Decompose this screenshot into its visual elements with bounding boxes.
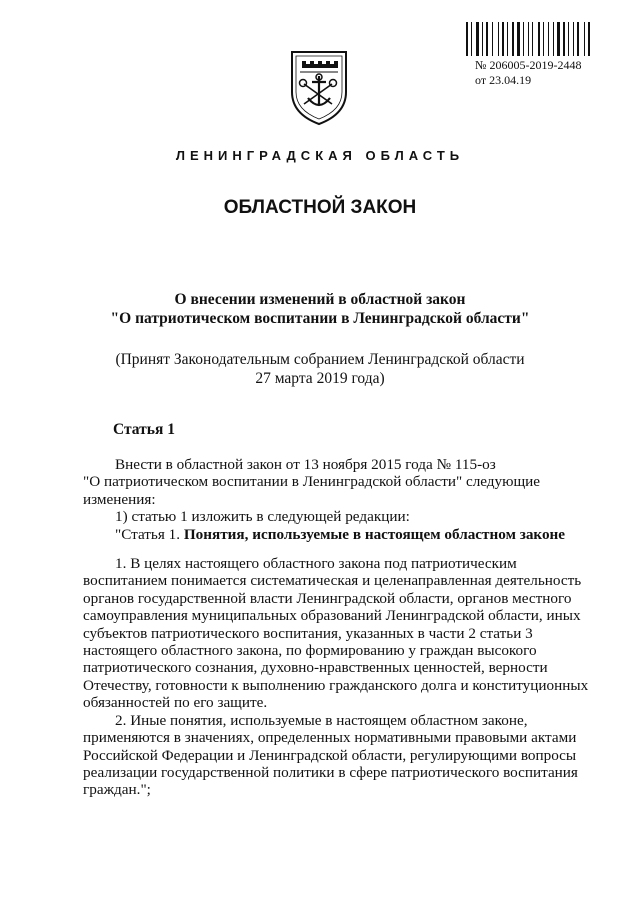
registration-number: № 206005-2019-2448 bbox=[475, 58, 582, 72]
adoption-line-1: (Принят Законодательным собранием Ленинградской области bbox=[115, 351, 525, 368]
p2-line: реализации государственной политики в сфере патриотического воспитания bbox=[83, 763, 578, 781]
law-title-line-2: "О патриотическом воспитании в Ленинградской области" bbox=[110, 310, 530, 327]
barcode-bar bbox=[482, 22, 483, 56]
barcode-bar bbox=[523, 22, 524, 56]
registration-date: от 23.04.19 bbox=[475, 73, 532, 87]
barcode-bar bbox=[476, 22, 479, 56]
p2-line: граждан."; bbox=[83, 781, 151, 799]
intro-line-3: изменения: bbox=[83, 490, 156, 508]
barcode-bar bbox=[548, 22, 549, 56]
p2-line: Российской Федерации и Ленинградской области, регулирующими вопросы bbox=[83, 746, 577, 764]
registration-info bbox=[475, 58, 581, 88]
adoption-line-2: 27 марта 2019 года) bbox=[255, 370, 385, 387]
intro-line-1: Внести в областной закон от 13 ноября 2015 года № 115-оз bbox=[115, 456, 496, 473]
region-name: ЛЕНИНГРАДСКАЯ ОБЛАСТЬ bbox=[175, 148, 465, 163]
document-type: ОБЛАСТНОЙ ЗАКОН bbox=[223, 197, 417, 218]
barcode-bar bbox=[557, 22, 560, 56]
barcode-bar bbox=[573, 22, 574, 56]
barcode-bar bbox=[471, 22, 472, 56]
new-article-title: Понятия, используемые в настоящем областном законе bbox=[183, 525, 566, 543]
barcode-bar bbox=[466, 22, 468, 56]
law-title bbox=[90, 290, 550, 328]
intro-line-2: "О патриотическом воспитании в Ленинградской области" следующие bbox=[83, 473, 541, 491]
barcode-bar bbox=[502, 22, 504, 56]
p1-line: обязанностей по его защите. bbox=[83, 694, 268, 712]
p2-line: применяются в значениях, определенных нормативными правовыми актами bbox=[83, 729, 577, 747]
article-heading: Статья 1 bbox=[113, 421, 175, 438]
barcode-bar bbox=[512, 22, 514, 56]
p1-line: патриотического сознания, духовно-нравственных ценностей, верности bbox=[83, 659, 548, 677]
barcode-bar bbox=[563, 22, 565, 56]
amendment-item-1: 1) статью 1 изложить в следующей редакции: bbox=[115, 508, 410, 526]
barcode-bar bbox=[543, 22, 544, 56]
barcode-bar bbox=[492, 22, 493, 56]
adoption-note bbox=[90, 350, 550, 388]
p1-line: воспитанием понимается систематическая и целенаправленная деятельность bbox=[83, 572, 582, 590]
barcode-bar bbox=[528, 22, 529, 56]
barcode-bar bbox=[568, 22, 569, 56]
article-body bbox=[83, 456, 608, 799]
barcode-bar bbox=[532, 22, 533, 56]
paragraph-1 bbox=[83, 555, 608, 712]
p1-line: органов государственной власти Ленинградской области, органов местного bbox=[83, 589, 572, 607]
p1-line: настоящего областного закона, по формированию у граждан высокого bbox=[83, 642, 537, 660]
barcode-bar bbox=[507, 22, 508, 56]
barcode bbox=[466, 22, 610, 56]
p1-line: 1. В целях настоящего областного закона под патриотическим bbox=[115, 555, 517, 573]
barcode-bar bbox=[498, 22, 499, 56]
barcode-bar bbox=[486, 22, 488, 56]
barcode-bar bbox=[553, 22, 554, 56]
barcode-bar bbox=[584, 22, 585, 56]
p1-line: субъектов патриотического воспитания, указанных в части 2 статьи 3 bbox=[83, 624, 533, 642]
barcode-bar bbox=[538, 22, 540, 56]
new-article-prefix: "Статья 1. bbox=[115, 525, 184, 543]
paragraph-2 bbox=[83, 712, 608, 799]
coat-of-arms-emblem bbox=[288, 48, 350, 126]
barcode-bar bbox=[517, 22, 520, 56]
p1-line: самоуправления муниципальных образований Ленинградской области, иных bbox=[83, 607, 581, 625]
p1-line: Отечеству, готовности к выполнению гражданского долга и конституционных bbox=[83, 676, 589, 694]
new-article-heading bbox=[83, 526, 608, 543]
barcode-bar bbox=[588, 22, 590, 56]
law-title-line-1: О внесении изменений в областной закон bbox=[174, 291, 466, 308]
p2-line: 2. Иные понятия, используемые в настоящем областном законе, bbox=[115, 711, 528, 729]
barcode-bar bbox=[577, 22, 579, 56]
